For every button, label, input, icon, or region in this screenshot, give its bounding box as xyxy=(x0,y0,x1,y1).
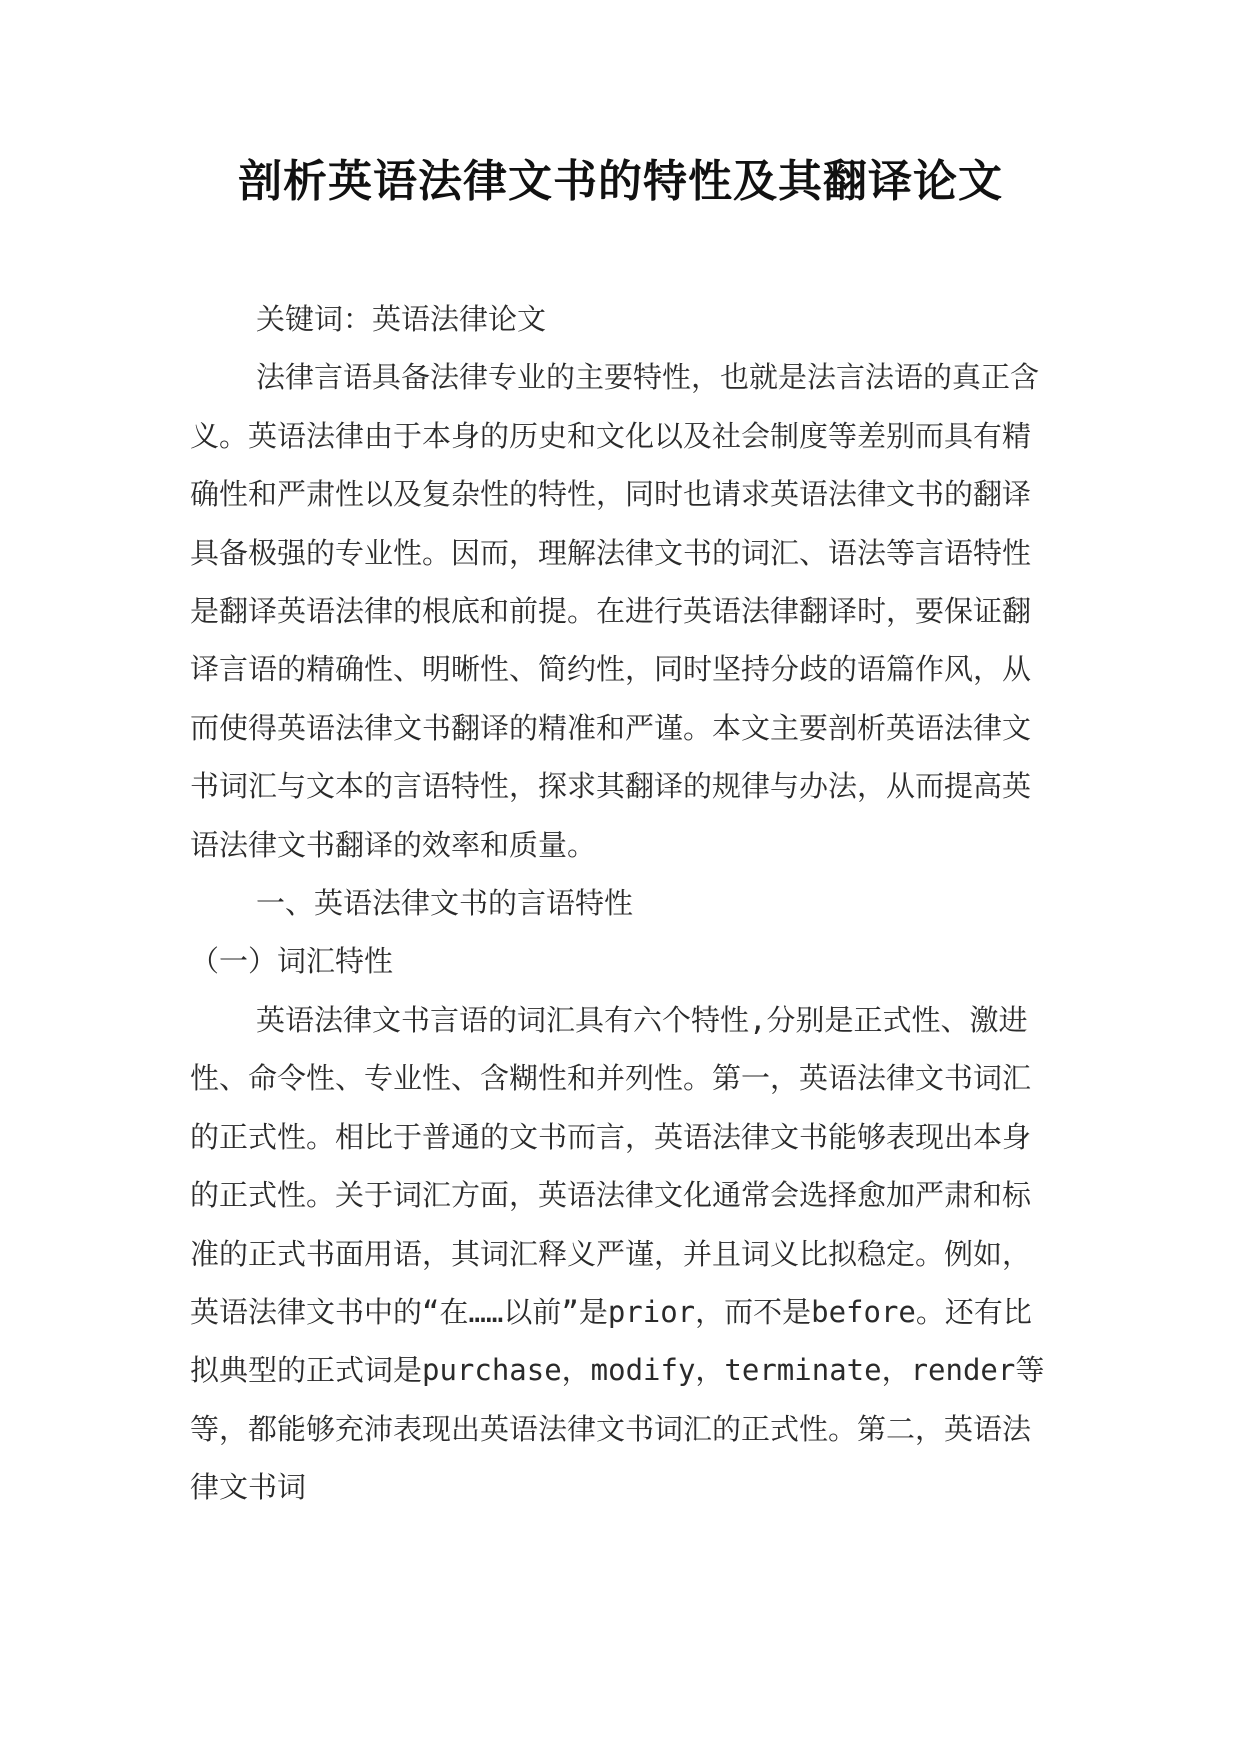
document-body xyxy=(190,290,1050,1517)
document-title: 剖析英语法律文书的特性及其翻译论文 xyxy=(238,156,1003,207)
section-heading: 一、英语法律文书的言语特性 xyxy=(256,886,634,921)
intro-paragraph: 法律言语具备法律专业的主要特性，也就是法言法语的真正含义。英语法律由于本身的历史和文化以及社会制度等差别而具有精确性和严肃性以及复杂性的特性，同时也请求英语法律文书的翻译具备极强的专业性。因而，理解法律文书的词汇、语法等言语特性是翻译英语法律的根底和前提。在进行英语法律翻译时，要保证翻译言语的精确性、明晰性、简约性，同时坚持分歧的语篇作风，从而使得英语法律文书翻译的精准和严谨。本文主要剖析英语法律文书词汇与文本的言语特性，探求其翻译的规律与办法，从而提高英语法律文书翻译的效率和质量。 xyxy=(190,360,1040,862)
keywords-line: 关键词：英语法律论文 xyxy=(256,302,547,336)
subsection-heading: （一）词汇特性 xyxy=(190,944,394,979)
vocab-paragraph: 英语法律文书言语的词汇具有六个特性,分别是正式性、激进性、命令性、专业性、含糊性和并列性。第一，英语法律文书词汇的正式性。相比于普通的文书而言，英语法律文书能够表现出本身的正式性。关于词汇方面，英语法律文化通常会选择愈加严肃和标准的正式书面用语，其词汇释义严谨，并且词义比拟稳定。例如，英语法律文书中的“在……以前”是prior，而不是before。还有比拟典型的正式词是purchase，modify，terminate，render等等，都能够充沛表现出英语法律文书词汇的正式性。第二，英语法律文书词 xyxy=(190,1002,1045,1505)
